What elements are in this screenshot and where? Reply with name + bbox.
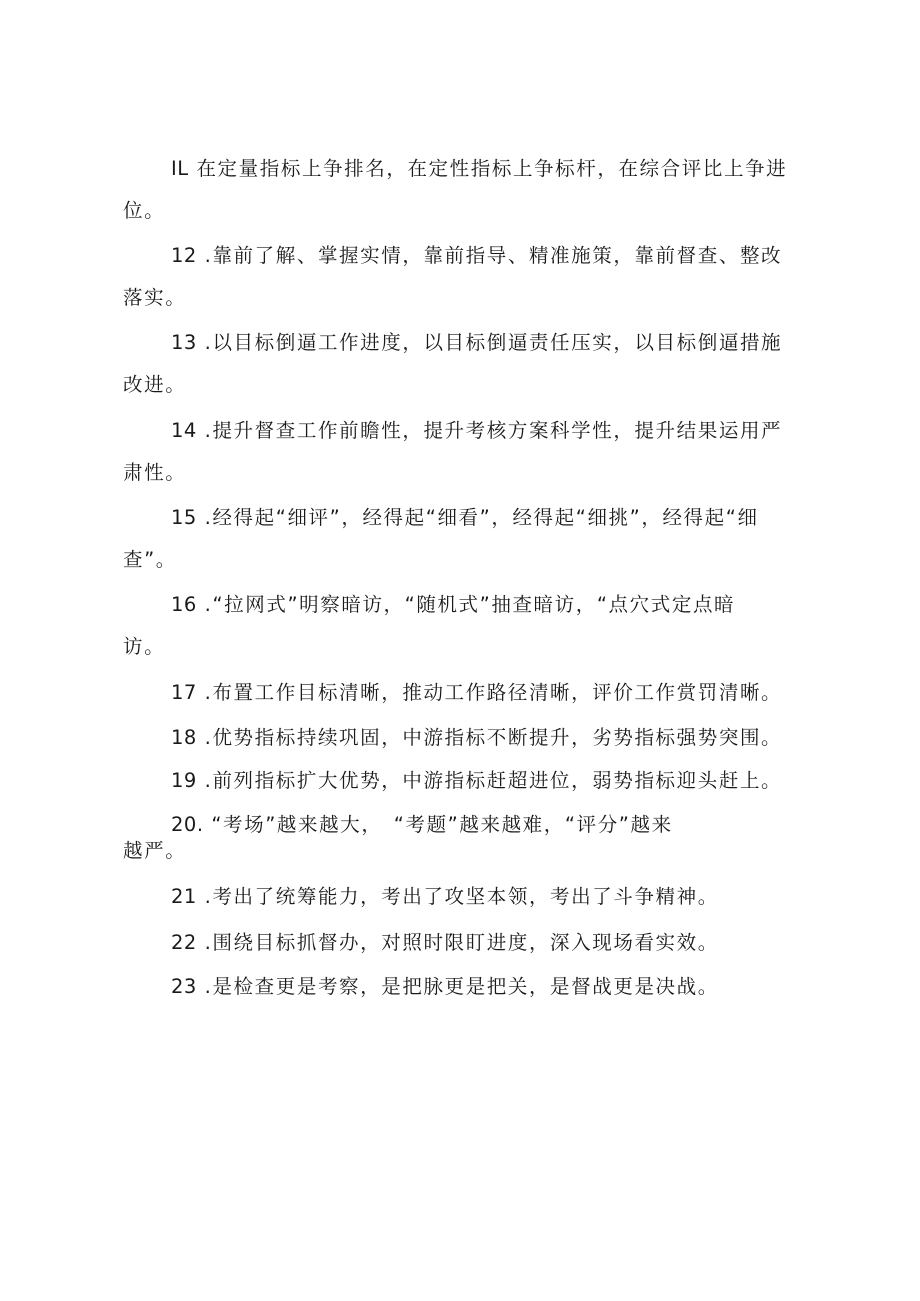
- item-text: .考出了统筹能力，考出了攻坚本领，考出了斗争精神。: [204, 885, 719, 908]
- item-number: 16: [171, 593, 197, 616]
- item-continuation: 位。: [123, 199, 166, 222]
- item-number: 23: [171, 975, 197, 998]
- list-item-18: [123, 717, 813, 759]
- item-continuation: 改进。: [123, 373, 187, 396]
- list-item-23: [123, 966, 813, 1008]
- item-number: 14: [171, 419, 197, 442]
- item-number: 12: [171, 244, 197, 267]
- item-text: .布置工作目标清晰，推动工作路径清晰，评价工作赏罚清晰。: [204, 681, 783, 704]
- item-continuation: 肃性。: [123, 461, 187, 484]
- item-continuation: 越严。: [123, 839, 187, 862]
- item-text: .靠前了解、掌握实情，靠前指导、精准施策，靠前督查、整改: [204, 244, 783, 267]
- list-item-19: [123, 760, 813, 802]
- item-text: .“拉网式”明察暗访，“随机式”抽查暗访，“点穴式定点暗: [204, 593, 736, 616]
- list-item-20: [123, 809, 813, 867]
- item-number: 22: [171, 931, 197, 954]
- list-item-22: [123, 922, 813, 964]
- item-text: .经得起“细评”，经得起“细看”，经得起“细挑”，经得起“细: [204, 506, 759, 529]
- item-text: .以目标倒逼工作进度，以目标倒逼责任压实，以目标倒逼措施: [204, 331, 783, 354]
- item-text: 在定量指标上争排名，在定性指标上争标杆，在综合评比上争进: [196, 157, 788, 180]
- list-item-17: [123, 672, 813, 714]
- item-text: .前列指标扩大优势，中游指标赶超进位，弱势指标迎头赶上。: [204, 769, 783, 792]
- item-number: IL: [171, 157, 189, 180]
- list-item-21: [123, 876, 813, 918]
- list-item-11: [123, 148, 813, 232]
- item-number: 18: [171, 726, 197, 749]
- item-text: .提升督查工作前瞻性，提升考核方案科学性，提升结果运用严: [204, 419, 783, 442]
- item-number: 19: [171, 769, 197, 792]
- item-text: “考场”越来越大， “考题”越来越难，“评分”越来: [211, 813, 673, 836]
- item-number: 15: [171, 506, 197, 529]
- item-text: .是检查更是考察，是把脉更是把关，是督战更是决战。: [204, 975, 719, 998]
- list-item-14: [123, 410, 813, 494]
- item-number: 21: [171, 885, 197, 908]
- item-text: .围绕目标抓督办，对照时限盯进度，深入现场看实效。: [204, 931, 719, 954]
- list-item-16: [123, 584, 813, 668]
- item-number: 20.: [171, 813, 204, 836]
- item-continuation: 查”。: [123, 548, 177, 571]
- list-item-13: [123, 322, 813, 406]
- item-number: 17: [171, 681, 197, 704]
- list-item-15: [123, 497, 813, 581]
- item-number: 13: [171, 331, 197, 354]
- item-text: .优势指标持续巩固，中游指标不断提升，劣势指标强势突围。: [204, 726, 783, 749]
- item-continuation: 落实。: [123, 286, 187, 309]
- item-continuation: 访。: [123, 635, 166, 658]
- list-item-12: [123, 235, 813, 319]
